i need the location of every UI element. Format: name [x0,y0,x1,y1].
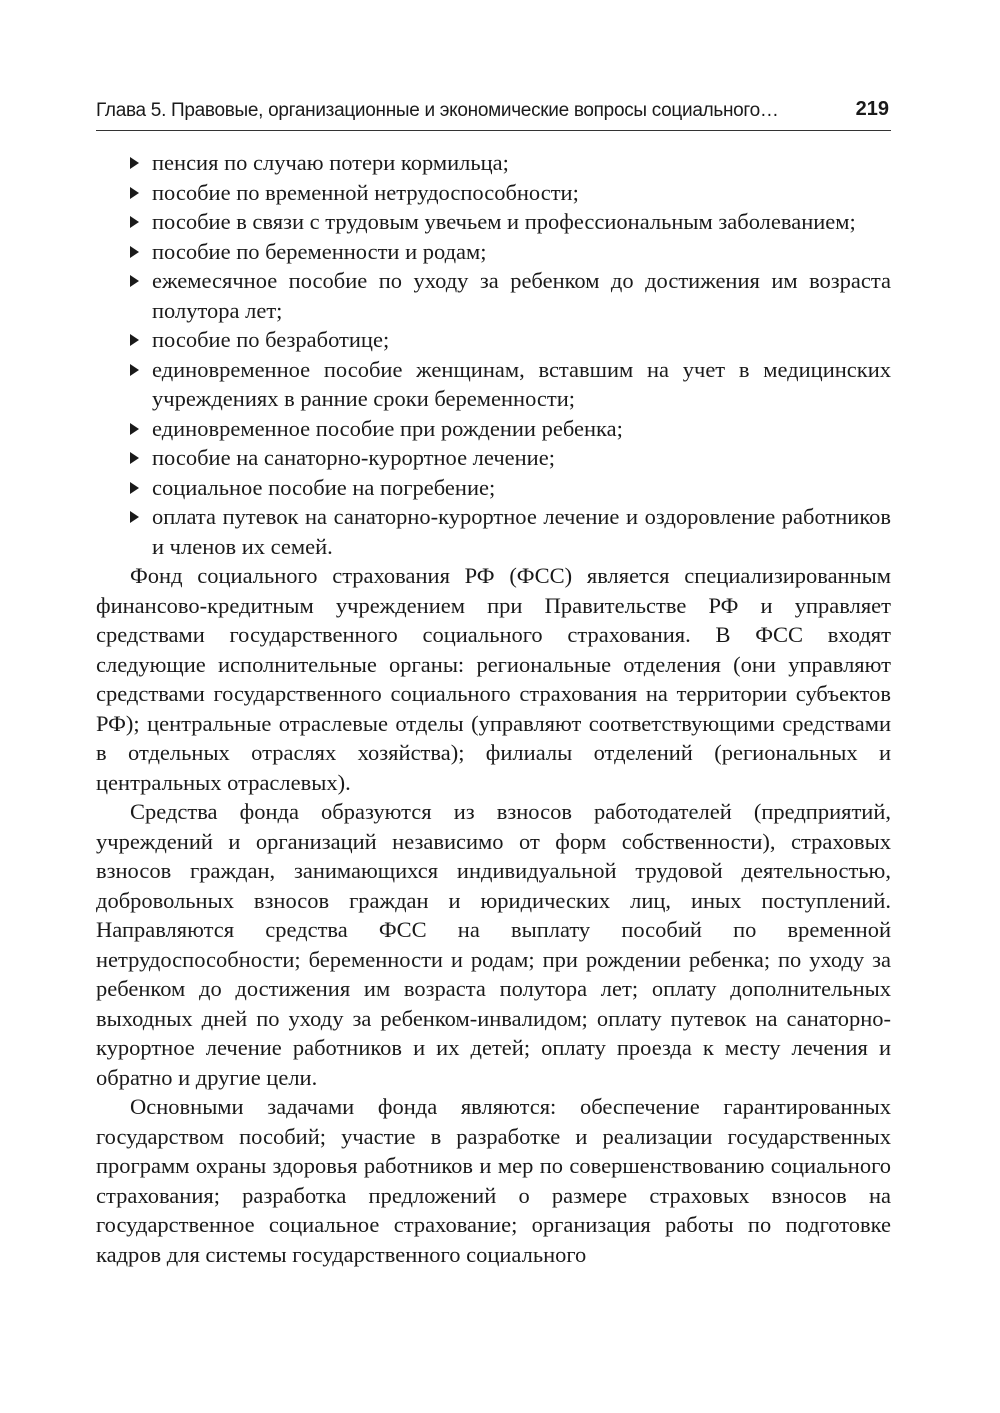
running-header [96,96,891,131]
triangle-bullet-icon [130,423,139,435]
running-title: Глава 5. Правовые, организационные и экономические вопросы социального… [96,100,779,121]
list-item [152,325,891,355]
list-item [152,178,891,208]
page-number: 219 [855,98,889,120]
list-item-text: пенсия по случаю потери кормильца; [152,150,509,175]
triangle-bullet-icon [130,157,139,169]
triangle-bullet-icon [130,246,139,258]
list-item-text: пособие по временной нетрудоспособности; [152,179,579,205]
list-item-text: социальное пособие на погребение; [152,474,496,500]
list-item-text: пособие в связи с трудовым увечьем и профессиональным заболеванием; [152,209,856,234]
benefits-list [96,148,891,561]
list-item [152,237,891,267]
list-item-text: оплата путевок на санаторно-курортное лечение и оздоровление работников и членов их семей. [152,504,891,559]
list-item-text: пособие на санаторно-курортное лечение; [152,445,555,470]
triangle-bullet-icon [130,275,139,287]
paragraph-fss-definition: Фонд социального страхования РФ (ФСС) является специализированным финансово-кредитным учреждением при Правительстве РФ и управляет средствами государственного социального страхования. В ФСС входят следующие исполнительные органы: региональные отделения (они управляют средствами государственного социального страхования на территории субъектов РФ); центральные отраслевые отделы (управляют соответствующими средствами в отдельных отраслях хозяйства); филиалы отделений (региональных и центральных отраслевых). [96,563,891,795]
triangle-bullet-icon [130,452,139,464]
triangle-bullet-icon [130,364,139,376]
list-item [152,148,891,178]
list-item-text: пособие по безработице; [152,327,390,352]
list-item [152,266,891,325]
list-item-text: единовременное пособие при рождении ребенка; [152,415,623,441]
paragraph-fund-sources: Средства фонда образуются из взносов работодателей (предприятий, учреждений и организаций независимо от форм собственности), страховых взносов граждан, занимающихся индивидуальной трудовой деятельностью, добровольных взносов граждан и юридических лиц, иных поступлений. Направляются средства ФСС на выплату пособий по временной нетрудоспособности; беременности и родам; при рождении ребенка; по уходу за ребенком до достижения им возраста полутора лет; оплату дополнительных выходных дней по уходу за ребенком-инвалидом; оплату путевок на санаторно-курортное лечение работников и их детей; оплату проезда к месту лечения и обратно и другие цели. [96,799,891,1090]
list-item [152,473,891,503]
triangle-bullet-icon [130,187,139,199]
list-item [152,355,891,414]
paragraph-fund-tasks: Основными задачами фонда являются: обеспечение гарантированных государством пособий; участие в разработке и реализации государственных программ охраны здоровья работников и мер по совершенствованию социального страхования; разработка предложений о размере страховых взносов на государственное социальное страхование; организация работы по подготовке кадров для системы государственного социального [96,1094,891,1267]
list-item [152,207,891,237]
list-item [152,502,891,561]
list-item [152,414,891,444]
body-text [96,148,891,1269]
triangle-bullet-icon [130,482,139,494]
list-item-text: единовременное пособие женщинам, вставшим на учет в медицинских учреждениях в ранние сроки беременности; [152,356,891,411]
triangle-bullet-icon [130,511,139,523]
triangle-bullet-icon [130,216,139,228]
list-item-text: пособие по беременности и родам; [152,238,487,264]
list-item-text: ежемесячное пособие по уходу за ребенком до достижения им возраста полутора лет; [152,268,891,323]
triangle-bullet-icon [130,334,139,346]
list-item [152,443,891,473]
